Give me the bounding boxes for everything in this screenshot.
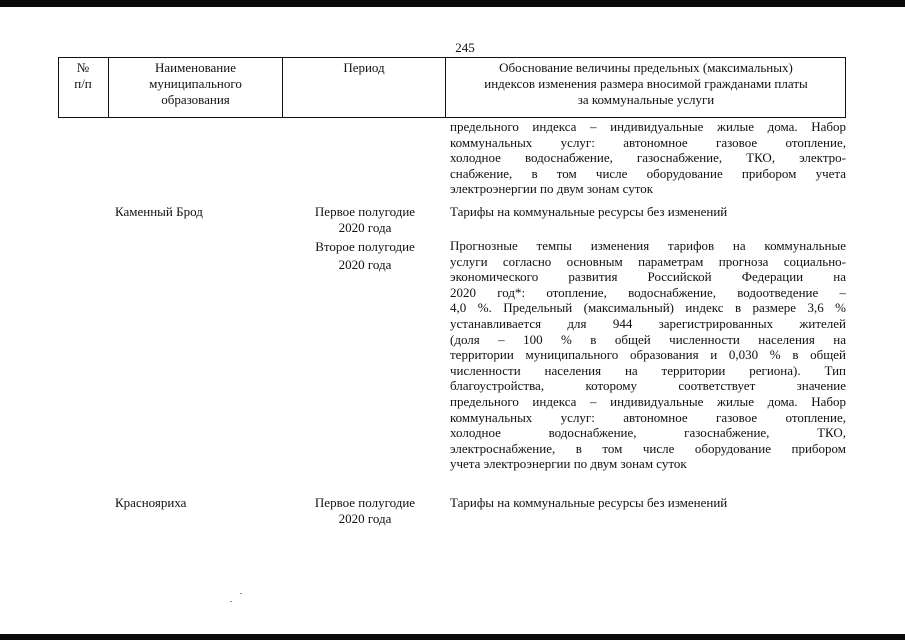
period-cell — [300, 204, 430, 235]
text-line: коммунальных услуг: автономное газовое отопление, — [450, 409, 846, 425]
bottom-border-rule — [0, 634, 905, 640]
period-line: Второе полугодие — [315, 239, 415, 254]
period-line: 2020 года — [338, 510, 392, 526]
text-line: электроэнергии по двум зонам суток — [450, 181, 654, 197]
text-line: учета электроэнергии по двум зонам суток — [450, 456, 687, 472]
period-line: 2020 года — [338, 257, 392, 272]
text-line: услуги согласно основным параметрам прогноза социально- — [450, 253, 846, 269]
text-line: благоустройства, которому соответствует значение — [450, 378, 846, 394]
text-line: 4,0 %. Предельный (максимальный) индекс в размере 3,6 % — [450, 300, 846, 316]
top-border-rule — [0, 0, 905, 7]
period-line: 2020 года — [338, 219, 392, 235]
text-line: территории муниципального образования и 0,030 % в общей — [450, 347, 846, 363]
header-num — [58, 60, 108, 92]
page-number: 245 — [455, 40, 475, 55]
text-line: Прогнозные темпы изменения тарифов на коммунальные — [450, 238, 846, 253]
municipality-name: Краснояриха — [115, 495, 187, 510]
header-justification-line: индексов изменения размера вносимой гражданами платы — [484, 76, 808, 91]
header-num-line: п/п — [74, 76, 92, 91]
scan-speck — [230, 601, 232, 602]
header-justification — [446, 60, 846, 108]
municipality-name: Каменный Брод — [115, 204, 203, 219]
header-municipality-line: Наименование — [155, 60, 236, 75]
header-municipality — [109, 60, 282, 108]
justification-text: Тарифы на коммунальные ресурсы без изменений — [450, 204, 728, 219]
continued-justification-text — [450, 119, 846, 197]
period-line: Первое полугодие — [314, 204, 416, 219]
text-line: холодное водоснабжение, газоснабжение, ТКО, — [450, 425, 846, 441]
header-justification-line: за коммунальные услуги — [577, 92, 715, 107]
justification-text: Тарифы на коммунальные ресурсы без изменений — [450, 495, 728, 510]
period-cell — [300, 495, 430, 526]
justification-text — [450, 238, 846, 472]
header-municipality-line: муниципального — [149, 76, 242, 91]
text-line: экономического развития Российской Федерации на — [450, 269, 846, 285]
text-line: 2020 год*: отопление, водоснабжение, водоотведение – — [450, 284, 846, 300]
text-line: электроснабжение, в том числе оборудование прибором — [450, 440, 846, 456]
header-period — [283, 60, 445, 76]
period-cell — [300, 238, 430, 274]
period-line: Первое полугодие — [314, 495, 416, 510]
text-line: (доля – 100 % в общей численности населения на — [450, 331, 846, 347]
text-line: предельного индекса – индивидуальные жилые дома. Набор — [450, 393, 846, 409]
text-line: предельного индекса – индивидуальные жилые дома. Набор — [450, 119, 846, 134]
scan-speck — [240, 593, 242, 594]
header-num-line: № — [76, 60, 90, 75]
text-line: холодное водоснабжение, газоснабжение, ТКО, электро- — [450, 150, 846, 166]
header-justification-line: Обоснование величины предельных (максимальных) — [499, 60, 793, 75]
text-line: коммунальных услуг: автономное газовое отопление, — [450, 134, 846, 150]
header-period-line: Период — [343, 60, 385, 75]
text-line: численности населения на территории региона). Тип — [450, 362, 846, 378]
header-municipality-line: образования — [161, 92, 230, 107]
text-line: устанавливается для 944 зарегистрированных жителей — [450, 315, 846, 331]
text-line: снабжение, в том числе оборудование прибором учета — [450, 165, 846, 181]
